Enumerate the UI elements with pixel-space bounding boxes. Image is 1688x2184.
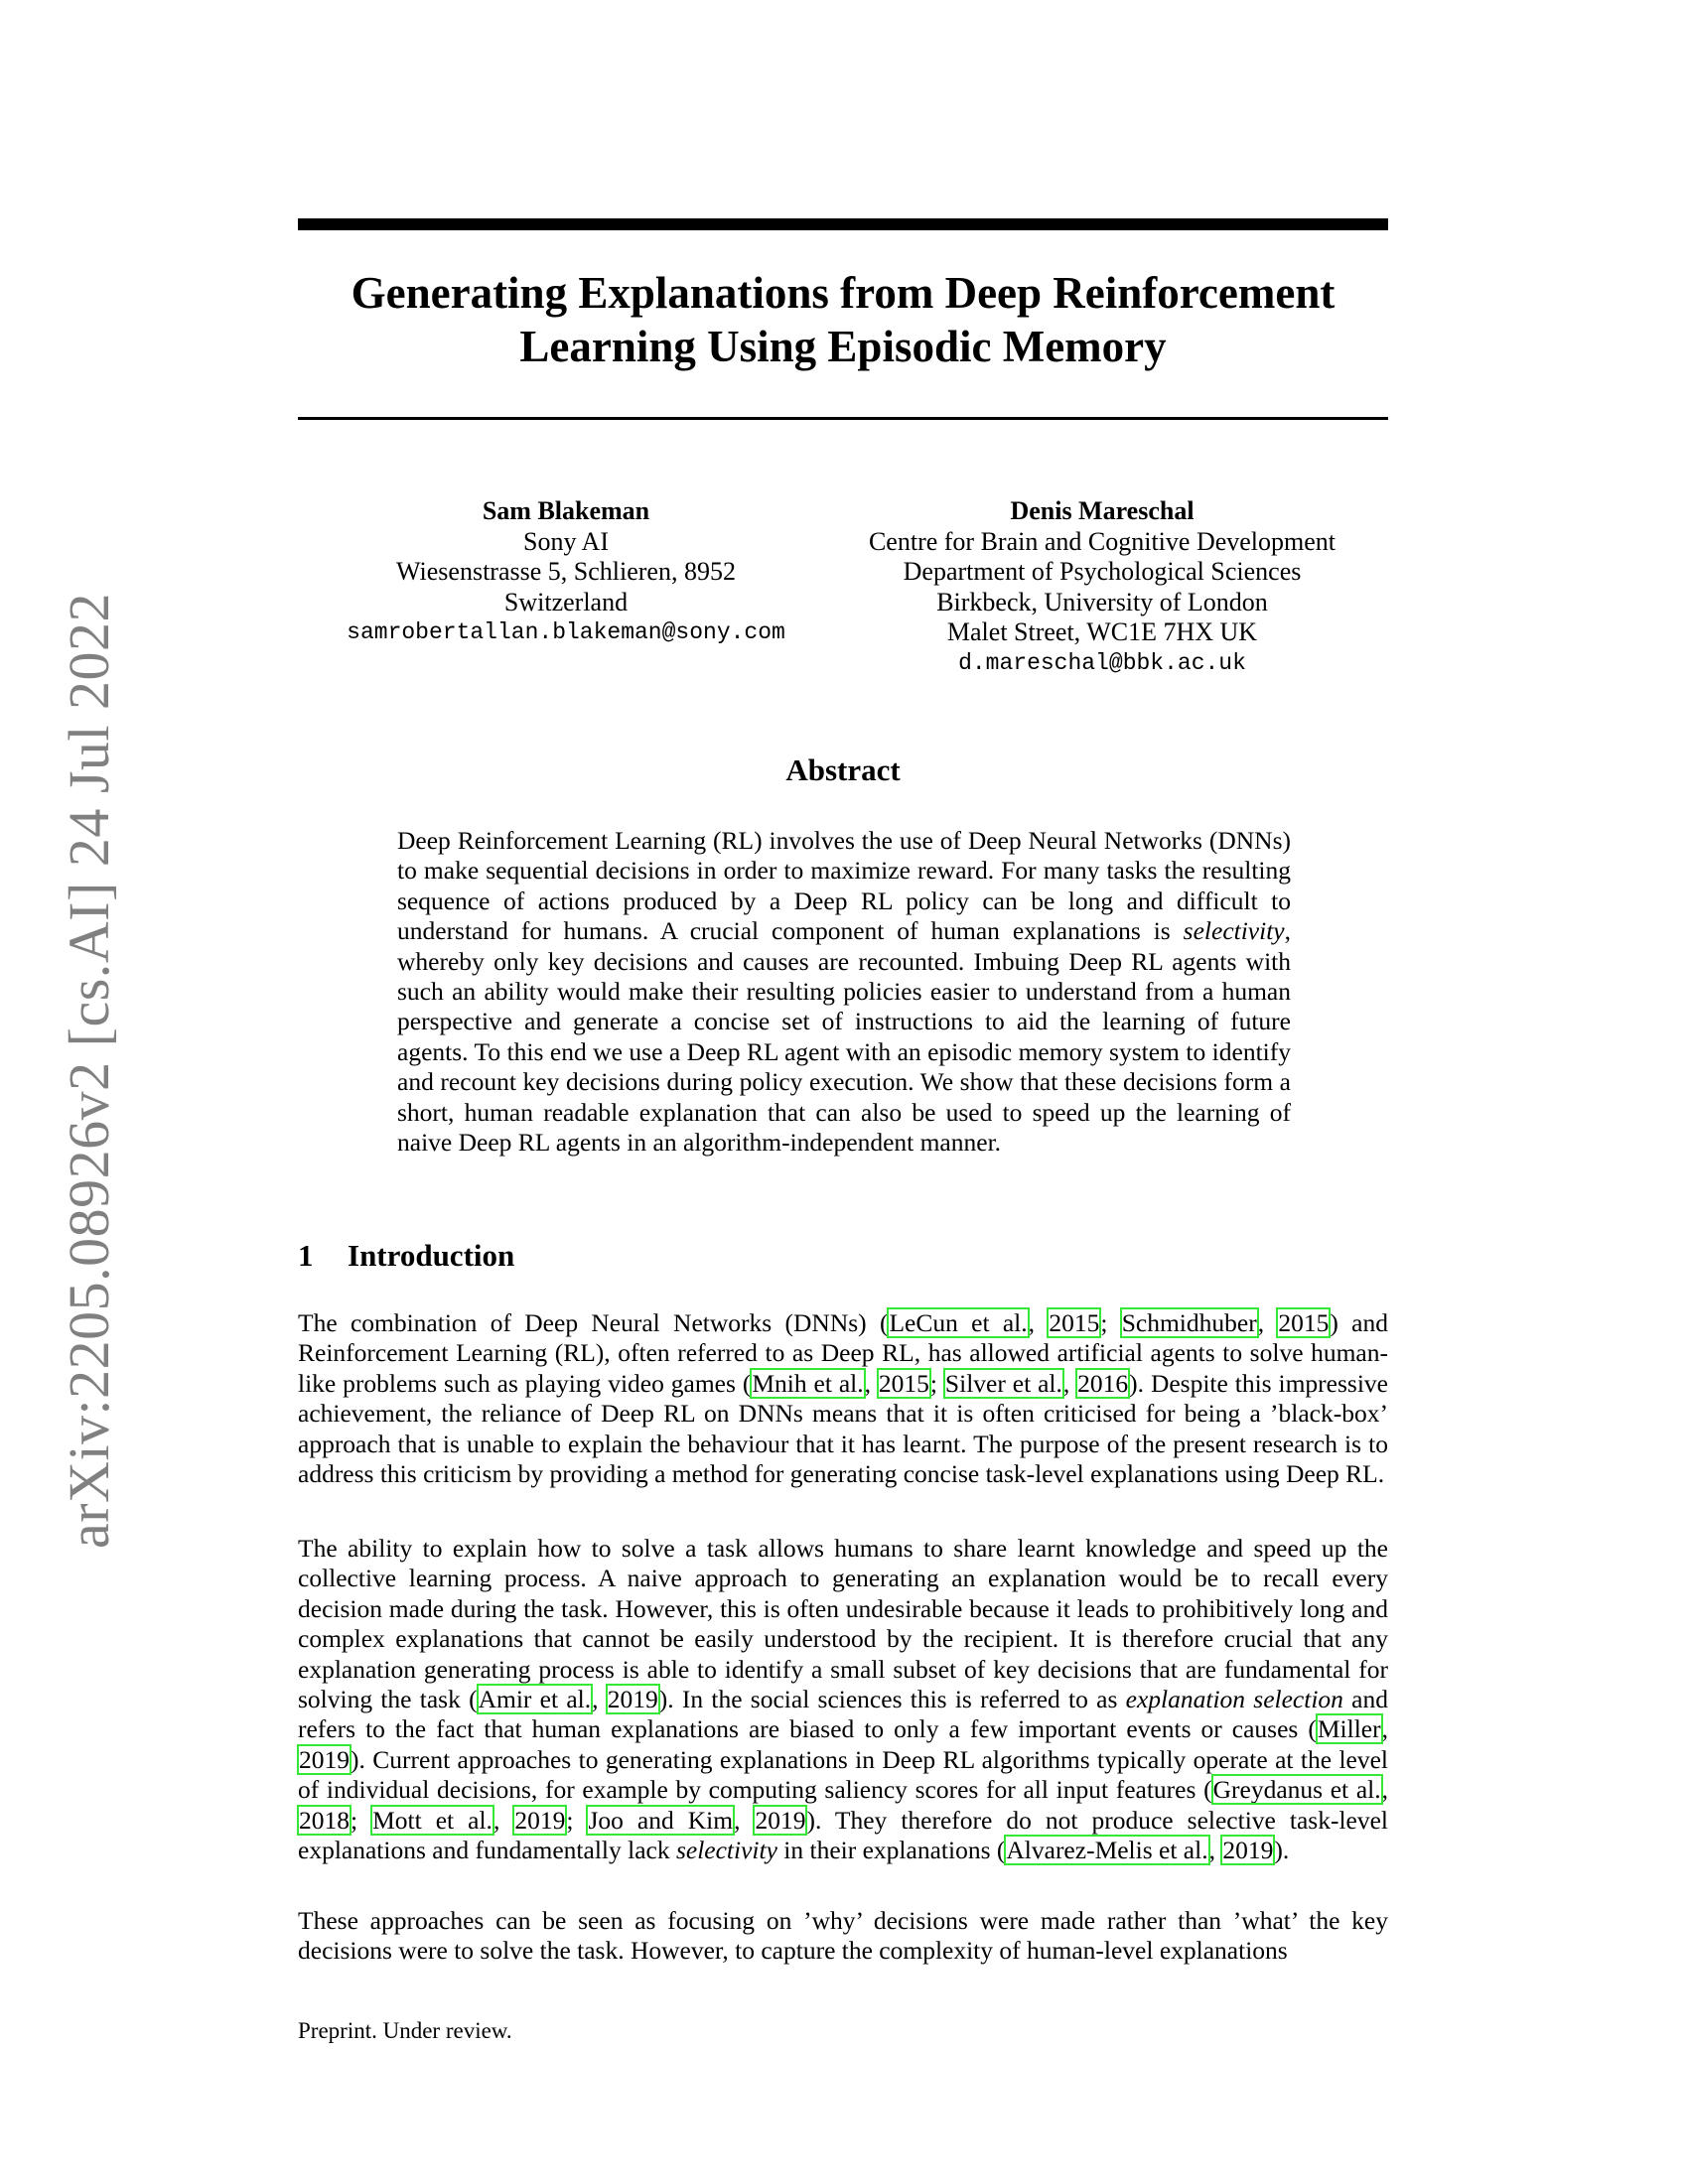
emphasis-text: explanation selection — [1125, 1685, 1343, 1714]
text-run: ). — [1274, 1836, 1290, 1865]
paper-title — [298, 266, 1388, 373]
citation-link[interactable]: LeCun et al. — [889, 1308, 1028, 1337]
citation-link[interactable]: Amir et al. — [478, 1685, 592, 1714]
citation-year-link[interactable]: 2019 — [607, 1685, 658, 1714]
abstract-part: Deep Reinforcement Learning (RL) involves the use of Deep Neural Networks (DNNs) to make sequential decisions in order to maximize reward. For many tasks the resulting sequence of actions produced by a Deep RL policy can be long and difficult to understand for humans. A crucial component of human explanations is — [397, 826, 1291, 946]
citation-link[interactable]: Miller — [1317, 1714, 1381, 1744]
citation-year-link[interactable]: 2019 — [1222, 1836, 1274, 1865]
citation-link[interactable]: Silver et al. — [944, 1368, 1062, 1398]
emphasis-text: selectivity — [675, 1836, 777, 1865]
author-name: Denis Mareschal — [1010, 496, 1195, 525]
section-heading-introduction — [298, 1238, 514, 1274]
author-email-link[interactable]: d.mareschal@bbk.ac.uk — [958, 649, 1246, 676]
text-run: ) and Reinforcement Learning (RL), often referred to as Deep RL, has allowed artificial agents to solve human-like problems such as playing video games ( — [298, 1308, 1389, 1398]
author-affiliation-line: Sony AI — [523, 526, 609, 556]
arxiv-identifier: arXiv:2205.08926v2 [cs.AI] 24 Jul 2022 — [57, 592, 121, 1549]
citation-link[interactable]: Alvarez-Melis et al. — [1006, 1836, 1208, 1865]
citation-year-link[interactable]: 2018 — [299, 1805, 350, 1835]
text-run: , — [1208, 1836, 1222, 1865]
text-run: ; — [1100, 1308, 1121, 1337]
citation-link[interactable]: Greydanus et al. — [1212, 1775, 1381, 1805]
citation-link[interactable]: Mnih et al. — [752, 1368, 864, 1398]
abstract-heading: Abstract — [785, 752, 901, 787]
text-run: ). In the social sciences this is referred to as — [658, 1685, 1126, 1714]
text-run: The combination of Deep Neural Networks (DNNs) ( — [298, 1308, 889, 1337]
text-run: , — [1381, 1775, 1388, 1805]
text-run: , — [1381, 1714, 1388, 1744]
intro-paragraph-2 — [298, 1534, 1388, 1865]
text-run: ). Current approaches to generating explanations in Deep RL algorithms typically operate at the level of individual decisions, for example by computing saliency scores for all input features ( — [298, 1744, 1388, 1805]
intro-paragraph-1 — [298, 1308, 1388, 1489]
text-run: , — [1062, 1368, 1077, 1398]
text-run: , — [734, 1805, 755, 1835]
text-run: ; — [929, 1368, 944, 1398]
citation-year-link[interactable]: 2015 — [1049, 1308, 1100, 1337]
title-top-rule — [298, 218, 1388, 230]
text-run: The ability to explain how to solve a task allows humans to share learnt knowledge and speed up the collective learning process. A naive approach to generating an explanation would be to recall every decision made during the task. However, this is often undesirable because it leads to prohibitively long and complex explanations that cannot be easily understood by the recipient. It is therefore crucial that any explanation generating process is able to identify a small subset of key decisions that are fundamental for solving the task ( — [298, 1534, 1388, 1714]
intro-paragraph-3: These approaches can be seen as focusing on ’why’ decisions were made rather than ’what’ the key decisions were to solve the task. However, to capture the complexity of human-level explanations — [298, 1906, 1388, 1966]
citation-link[interactable]: Joo and Kim — [588, 1805, 734, 1835]
abstract-part: , whereby only key decisions and causes are recounted. Imbuing Deep RL agents with such an ability would make their resulting policies easier to understand from a human perspective and generate a concise set of instructions to aid the learning of future agents. To this end we use a Deep RL agent with an episodic memory system to identify and recount key decisions during policy execution. We show that these decisions form a short, human readable explanation that can also be used to speed up the learning of naive Deep RL agents in an algorithm-independent manner. — [397, 916, 1291, 1158]
author-affiliation-line: Switzerland — [503, 587, 629, 616]
author-email-link[interactable]: samrobertallan.blakeman@sony.com — [347, 619, 785, 645]
text-run: , — [492, 1805, 514, 1835]
citation-year-link[interactable]: 2016 — [1077, 1368, 1129, 1398]
title-line-1: Generating Explanations from Deep Reinforcement — [351, 268, 1336, 318]
author-affiliation-line: Department of Psychological Sciences — [903, 557, 1302, 586]
abstract-text — [397, 826, 1291, 1158]
text-run: ). Despite this impressive achievement, the reliance of Deep RL on DNNs means that it is often criticised for being a ’black-box’ approach that is unable to explain the behaviour that it has learnt. The purpose of the present research is to address this criticism by providing a method for generating concise task-level explanations using Deep RL. — [298, 1368, 1388, 1489]
title-bottom-rule — [298, 417, 1388, 420]
author-block-1 — [328, 496, 804, 648]
citation-year-link[interactable]: 2015 — [878, 1368, 929, 1398]
text-run: ). They therefore do not produce selective task-level explanations and fundamentally lack — [298, 1805, 1388, 1865]
text-run: in their explanations ( — [776, 1836, 1006, 1865]
text-run: , — [592, 1685, 607, 1714]
citation-link[interactable]: Mott et al. — [372, 1805, 492, 1835]
section-title: Introduction — [348, 1238, 515, 1273]
title-line-2: Learning Using Episodic Memory — [519, 322, 1167, 371]
text-run: , — [1257, 1308, 1278, 1337]
text-run: and refers to the fact that human explanations are biased to only a few important events or causes ( — [298, 1685, 1388, 1744]
citation-year-link[interactable]: 2019 — [755, 1805, 806, 1835]
author-affiliation-line: Birkbeck, University of London — [936, 587, 1268, 616]
text-run: , — [864, 1368, 878, 1398]
author-affiliation-line: Malet Street, WC1E 7HX UK — [946, 617, 1258, 646]
citation-year-link[interactable]: 2015 — [1278, 1308, 1330, 1337]
section-number: 1 — [298, 1238, 314, 1273]
text-run: , — [1028, 1308, 1049, 1337]
citation-link[interactable]: Schmidhuber — [1121, 1308, 1257, 1337]
preprint-footer: Preprint. Under review. — [298, 2018, 512, 2043]
citation-year-link[interactable]: 2019 — [514, 1805, 566, 1835]
author-block-2 — [834, 496, 1370, 678]
text-run: ; — [566, 1805, 588, 1835]
author-name: Sam Blakeman — [482, 496, 650, 525]
author-affiliation-line: Wiesenstrasse 5, Schlieren, 8952 — [396, 557, 736, 586]
abstract-emphasis: selectivity — [1183, 916, 1285, 946]
author-affiliation-line: Centre for Brain and Cognitive Development — [868, 526, 1336, 556]
text-run: ; — [351, 1805, 372, 1835]
citation-year-link[interactable]: 2019 — [299, 1744, 350, 1774]
